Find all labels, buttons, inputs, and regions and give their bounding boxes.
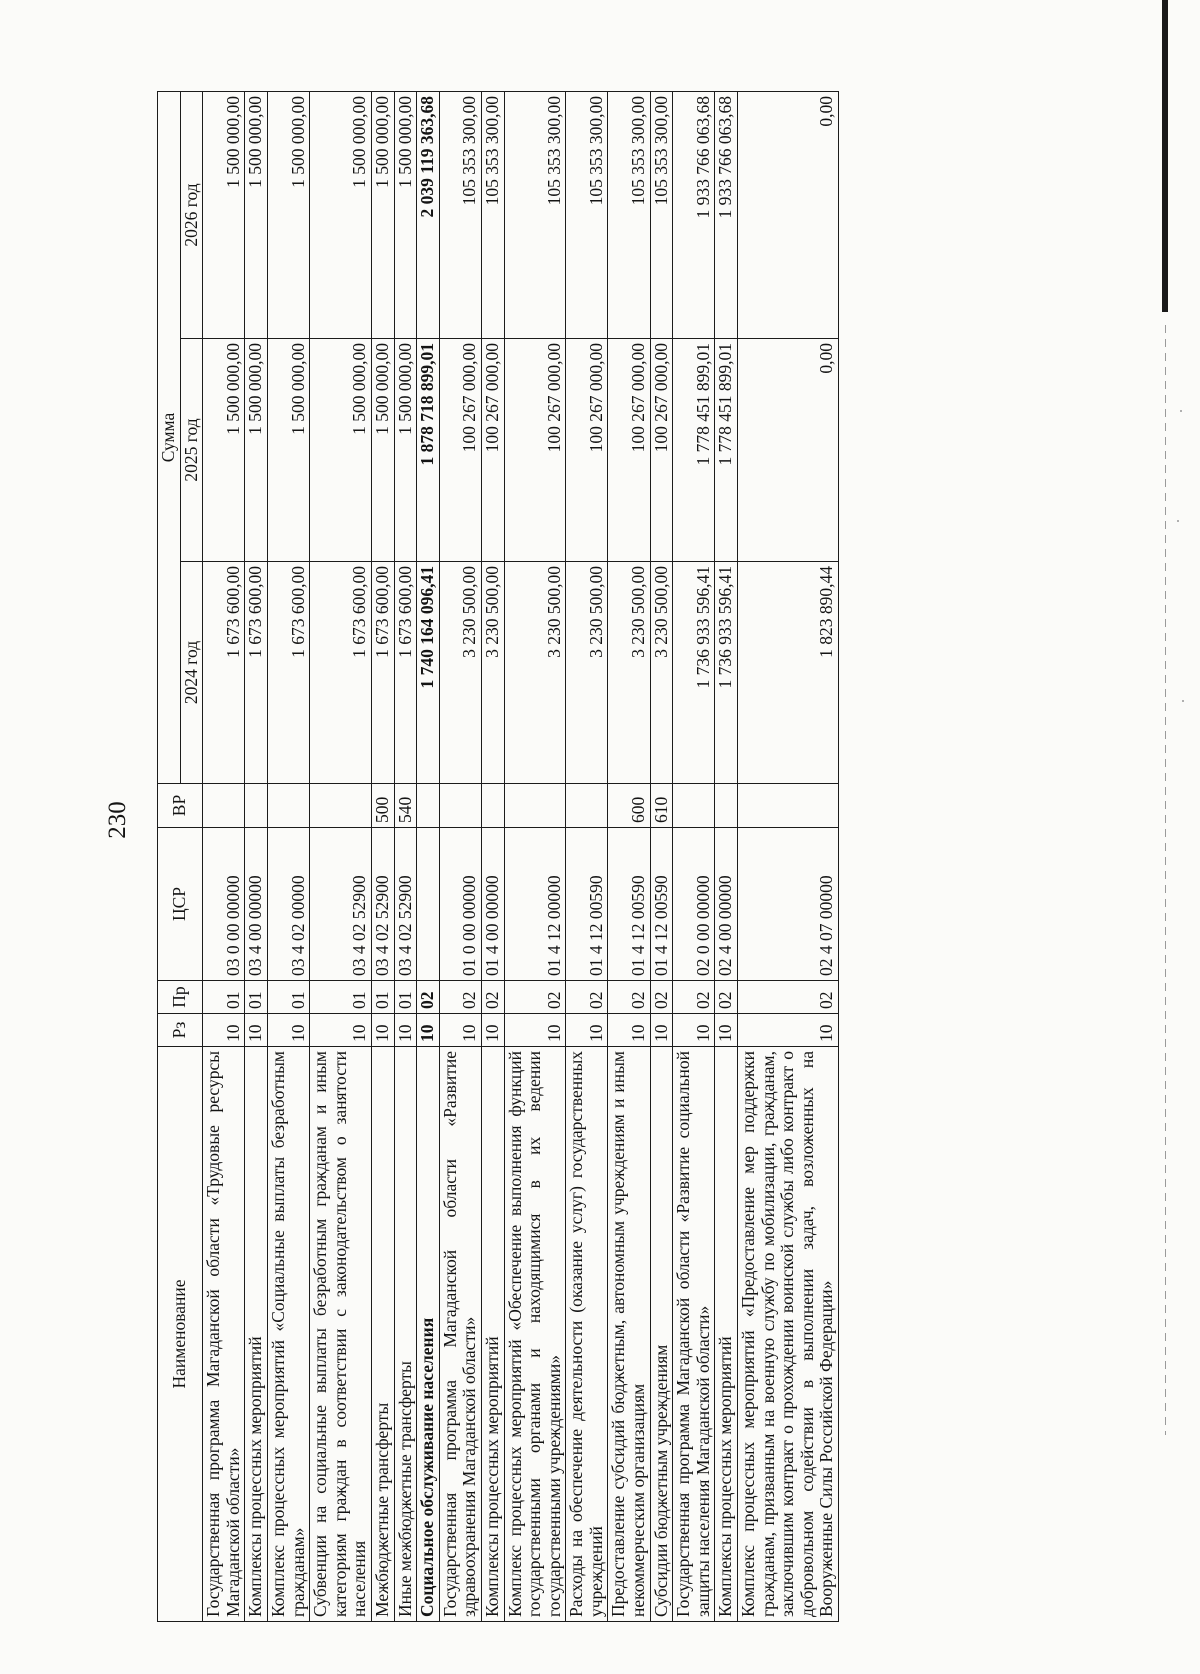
row-vr [504,784,566,828]
budget-table [157,91,839,1622]
row-2025: 1 778 451 899,01 [715,339,738,562]
row-2026: 1 500 000,00 [267,91,309,338]
header-name: Наименование [158,1047,203,1622]
table-row [203,91,245,1621]
row-2026: 105 353 300,00 [504,91,566,338]
row-2025: 100 267 000,00 [566,339,608,562]
row-rz: 10 [673,1014,715,1047]
row-pr: 01 [310,981,372,1014]
row-csr: 01 0 00 00000 [439,828,481,981]
row-pr: 01 [245,981,268,1014]
row-csr: 02 4 00 00000 [715,828,738,981]
row-csr: 01 4 12 00590 [650,828,673,981]
row-name: Комплекс процессных мероприятий «Социальные выплаты безработным гражданам» [267,1047,309,1622]
row-2025: 1 500 000,00 [267,339,309,562]
row-name: Расходы на обеспечение деятельности (оказание услуг) государственных учреждений [566,1047,608,1622]
row-2025: 100 267 000,00 [439,339,481,562]
row-rz: 10 [650,1014,673,1047]
scan-edge-bar [1162,0,1168,312]
row-pr: 02 [481,981,504,1014]
table-row [417,91,440,1621]
row-name: Субсидии бюджетным учреждениям [650,1047,673,1622]
row-vr [439,784,481,828]
row-rz: 10 [310,1014,372,1047]
table-row [650,91,673,1621]
table-row [371,91,394,1621]
page-number: 230 [104,801,131,839]
table-row [608,91,650,1621]
row-pr: 01 [267,981,309,1014]
row-pr: 01 [371,981,394,1014]
row-2026: 2 039 119 363,68 [417,91,440,338]
row-pr: 02 [608,981,650,1014]
header-rz: Рз [158,1014,203,1047]
row-2024: 1 673 600,00 [371,562,394,784]
row-pr: 01 [394,981,417,1014]
row-csr: 03 4 02 52900 [394,828,417,981]
row-2024: 3 230 500,00 [439,562,481,784]
row-csr: 01 4 12 00000 [504,828,566,981]
row-2025: 1 500 000,00 [310,339,372,562]
row-pr: 02 [715,981,738,1014]
row-pr: 02 [417,981,440,1014]
scan-speck [1180,410,1182,412]
row-2024: 1 736 933 596,41 [673,562,715,784]
row-2025: 1 500 000,00 [394,339,417,562]
row-name: Комплексы процессных мероприятий [715,1047,738,1622]
row-name: Государственная программа Магаданской области «Развитие социальной защиты населения Магаданской области» [673,1047,715,1622]
row-csr: 01 4 00 00000 [481,828,504,981]
row-name: Социальное обслуживание населения [417,1047,440,1622]
row-pr: 02 [566,981,608,1014]
row-pr: 02 [673,981,715,1014]
row-2024: 3 230 500,00 [481,562,504,784]
header-2025: 2025 год [180,339,203,562]
row-vr [245,784,268,828]
row-2024: 1 673 600,00 [245,562,268,784]
scan-speck [1177,520,1179,522]
row-name: Комплекс процессных мероприятий «Предоставление мер поддержки гражданам, призванным на военную службу по мобилизации, гражданам, заключившим контракт о прохождении воинской службы либо контракт о добровольном содействии в выполнении задач, возложенных на Вооруженные Силы Российской Федерации» [738,1047,839,1622]
row-csr: 03 4 02 52900 [310,828,372,981]
row-csr: 01 4 12 00590 [608,828,650,981]
row-2024: 3 230 500,00 [504,562,566,784]
row-2024: 1 673 600,00 [203,562,245,784]
header-sum: Сумма [158,91,181,783]
row-vr [673,784,715,828]
table-row [439,91,481,1621]
row-rz: 10 [715,1014,738,1047]
row-2025: 100 267 000,00 [650,339,673,562]
row-vr: 500 [371,784,394,828]
row-2025: 1 500 000,00 [371,339,394,562]
row-2024: 3 230 500,00 [608,562,650,784]
row-vr [203,784,245,828]
row-2025: 0,00 [738,339,839,562]
row-2024: 1 673 600,00 [394,562,417,784]
table-row [394,91,417,1621]
row-csr: 03 4 00 00000 [245,828,268,981]
row-2025: 100 267 000,00 [481,339,504,562]
row-rz: 10 [504,1014,566,1047]
row-vr: 540 [394,784,417,828]
row-pr: 02 [738,981,839,1014]
row-csr [417,828,440,981]
row-csr: 03 4 02 00000 [267,828,309,981]
row-2024: 3 230 500,00 [650,562,673,784]
row-2025: 100 267 000,00 [608,339,650,562]
table-row [673,91,715,1621]
row-vr: 600 [608,784,650,828]
row-name: Комплексы процессных мероприятий [481,1047,504,1622]
table-row [566,91,608,1621]
row-2024: 1 823 890,44 [738,562,839,784]
row-rz: 10 [439,1014,481,1047]
row-2026: 1 500 000,00 [371,91,394,338]
row-2025: 1 500 000,00 [245,339,268,562]
row-rz: 10 [738,1014,839,1047]
row-2026: 1 500 000,00 [245,91,268,338]
row-name: Межбюджетные трансферты [371,1047,394,1622]
row-2024: 3 230 500,00 [566,562,608,784]
row-2026: 105 353 300,00 [650,91,673,338]
row-name: Государственная программа Магаданской области «Развитие здравоохранения Магаданской области» [439,1047,481,1622]
row-vr [738,784,839,828]
row-2026: 1 500 000,00 [310,91,372,338]
table-row [715,91,738,1621]
header-2024: 2024 год [180,562,203,784]
row-pr: 02 [439,981,481,1014]
row-name: Субвенции на социальные выплаты безработным гражданам и иным категориям граждан в соответствии с законодательством о занятости населения [310,1047,372,1622]
row-2026: 105 353 300,00 [608,91,650,338]
row-2025: 1 778 451 899,01 [673,339,715,562]
row-csr: 03 4 02 52900 [371,828,394,981]
row-name: Предоставление субсидий бюджетным, автономным учреждениям и иным некоммерческим организациям [608,1047,650,1622]
row-vr [715,784,738,828]
row-rz: 10 [417,1014,440,1047]
row-csr: 01 4 12 00590 [566,828,608,981]
table-row [738,91,839,1621]
row-rz: 10 [245,1014,268,1047]
row-csr: 03 0 00 00000 [203,828,245,981]
row-name: Комплексы процессных мероприятий [245,1047,268,1622]
row-csr: 02 4 07 00000 [738,828,839,981]
row-2026: 105 353 300,00 [481,91,504,338]
row-2024: 1 673 600,00 [310,562,372,784]
row-pr: 02 [650,981,673,1014]
row-rz: 10 [566,1014,608,1047]
table-row [481,91,504,1621]
row-2026: 1 933 766 063,68 [673,91,715,338]
row-2026: 1 500 000,00 [203,91,245,338]
row-rz: 10 [481,1014,504,1047]
row-2024: 1 736 933 596,41 [715,562,738,784]
rotated-table-container [157,92,917,1622]
header-csr: ЦСР [158,828,203,981]
header-vr: ВР [158,784,203,828]
row-2026: 1 933 766 063,68 [715,91,738,338]
table-row [504,91,566,1621]
table-row [245,91,268,1621]
row-2025: 1 500 000,00 [203,339,245,562]
row-name: Комплекс процессных мероприятий «Обеспечение выполнения функций государственными органами и находящимися в их ведении государственными учреждениями» [504,1047,566,1622]
row-csr: 02 0 00 00000 [673,828,715,981]
scan-edge-line [1165,325,1166,1435]
row-vr [566,784,608,828]
row-2026: 0,00 [738,91,839,338]
row-pr: 02 [504,981,566,1014]
row-rz: 10 [203,1014,245,1047]
row-2024: 1 740 164 096,41 [417,562,440,784]
row-2026: 105 353 300,00 [566,91,608,338]
row-2024: 1 673 600,00 [267,562,309,784]
row-name: Иные межбюджетные трансферты [394,1047,417,1622]
row-rz: 10 [394,1014,417,1047]
row-rz: 10 [371,1014,394,1047]
table-row [267,91,309,1621]
row-pr: 01 [203,981,245,1014]
scan-speck [1182,700,1184,702]
row-name: Государственная программа Магаданской области «Трудовые ресурсы Магаданской области» [203,1047,245,1622]
row-rz: 10 [267,1014,309,1047]
row-vr: 610 [650,784,673,828]
row-vr [310,784,372,828]
row-2026: 1 500 000,00 [394,91,417,338]
row-vr [481,784,504,828]
row-2025: 100 267 000,00 [504,339,566,562]
table-body [203,91,839,1621]
row-vr [417,784,440,828]
row-2026: 105 353 300,00 [439,91,481,338]
row-vr [267,784,309,828]
table-row [310,91,372,1621]
row-rz: 10 [608,1014,650,1047]
header-pr: Пр [158,981,203,1014]
row-2025: 1 878 718 899,01 [417,339,440,562]
header-2026: 2026 год [180,91,203,338]
